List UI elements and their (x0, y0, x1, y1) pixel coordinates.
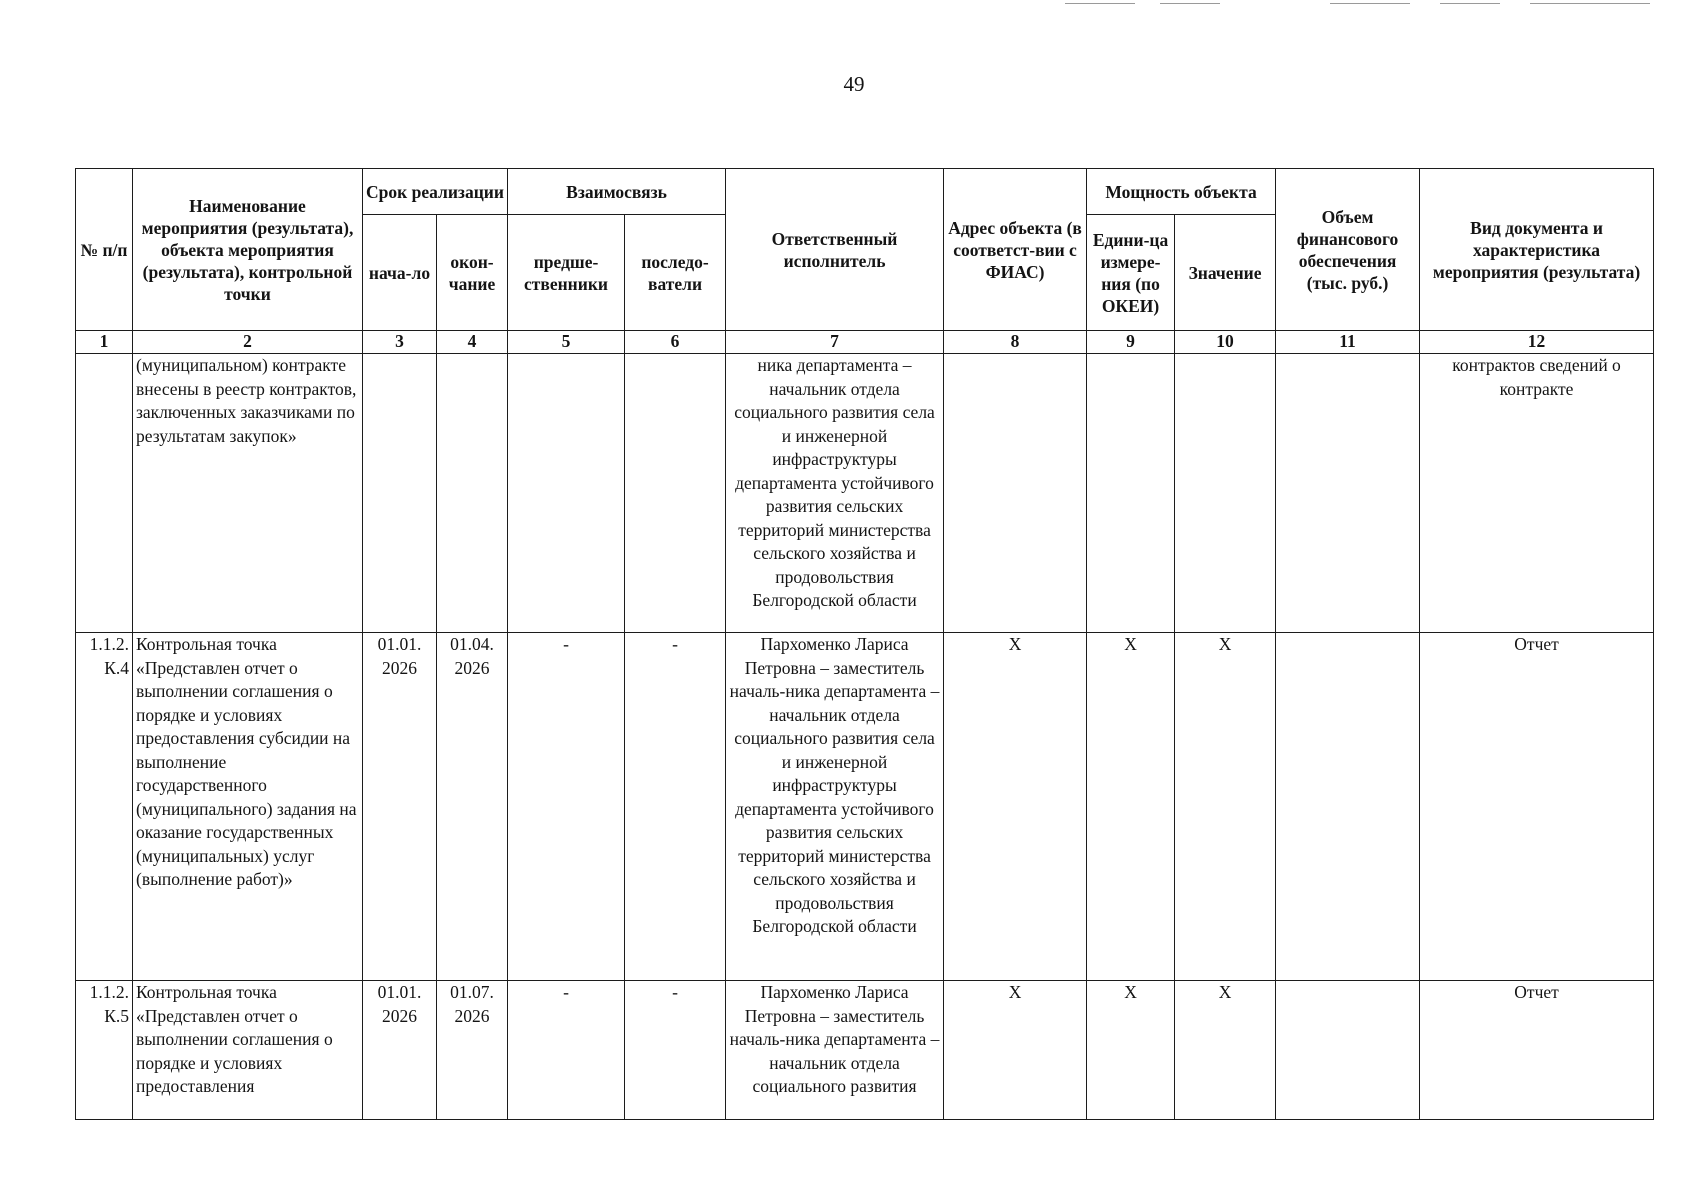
row-end: 01.04. 2026 (437, 633, 508, 981)
row-successors (625, 354, 726, 633)
header-unit: Едини-ца измере-ния (по ОКЕИ) (1087, 215, 1175, 331)
row-value: Х (1175, 981, 1276, 1120)
column-number: 9 (1087, 331, 1175, 354)
row-unit: Х (1087, 981, 1175, 1120)
column-number-row (76, 331, 1654, 354)
column-number: 7 (726, 331, 944, 354)
scan-artifact-line (1440, 3, 1500, 4)
column-number: 5 (508, 331, 625, 354)
header-number: № п/п (76, 169, 133, 331)
header-capacity: Мощность объекта (1087, 169, 1276, 215)
row-name: (муниципальном) контракте внесены в реестр контрактов, заключенных заказчиками по результатам закупок» (133, 354, 363, 633)
header-link: Взаимосвязь (508, 169, 726, 215)
table-row (76, 633, 1654, 981)
scan-artifact-line (1530, 3, 1650, 4)
table-header (76, 169, 1654, 331)
scan-artifact-line (1160, 3, 1220, 4)
row-document: Отчет (1420, 981, 1654, 1120)
row-end (437, 354, 508, 633)
column-number: 8 (944, 331, 1087, 354)
row-finance (1276, 633, 1420, 981)
header-finance: Объем финансового обеспечения (тыс. руб.) (1276, 169, 1420, 331)
row-value: Х (1175, 633, 1276, 981)
measures-table (75, 168, 1654, 1120)
column-number: 4 (437, 331, 508, 354)
table-row (76, 981, 1654, 1120)
row-number (76, 354, 133, 633)
header-value: Значение (1175, 215, 1276, 331)
column-number: 1 (76, 331, 133, 354)
row-name: Контрольная точка «Представлен отчет о выполнении соглашения о порядке и условиях предоставления (133, 981, 363, 1120)
row-address: Х (944, 633, 1087, 981)
row-address: Х (944, 981, 1087, 1120)
page-number: 49 (843, 72, 865, 96)
row-predecessors: - (508, 981, 625, 1120)
row-responsible: Пархоменко Лариса Петровна – заместитель началь-ника департамента – начальник отдела социального развития села и инженерной инфраструктуры департамента устойчивого развития сельских территорий министерства сельского хозяйства и продовольствия Белгородской области (726, 633, 944, 981)
header-name: Наименование мероприятия (результата), объекта мероприятия (результата), контрольной точки (133, 169, 363, 331)
scan-artifact-line (1065, 3, 1135, 4)
row-document: Отчет (1420, 633, 1654, 981)
row-successors: - (625, 981, 726, 1120)
row-start (363, 354, 437, 633)
header-document: Вид документа и характеристика мероприятия (результата) (1420, 169, 1654, 331)
row-number: 1.1.2. К.4 (76, 633, 133, 981)
row-responsible: Пархоменко Лариса Петровна – заместитель началь-ника департамента – начальник отдела социального развития (726, 981, 944, 1120)
column-number: 6 (625, 331, 726, 354)
column-number: 2 (133, 331, 363, 354)
column-number: 12 (1420, 331, 1654, 354)
header-address: Адрес объекта (в соответст-вии с ФИАС) (944, 169, 1087, 331)
table-row (76, 354, 1654, 633)
row-responsible: ника департамента – начальник отдела социального развития села и инженерной инфраструктуры департамента устойчивого развития сельских территорий министерства сельского хозяйства и продовольствия Белгородской области (726, 354, 944, 633)
header-end: окон-чание (437, 215, 508, 331)
row-end: 01.07. 2026 (437, 981, 508, 1120)
scan-artifact-line (1330, 3, 1410, 4)
row-predecessors: - (508, 633, 625, 981)
row-start: 01.01. 2026 (363, 981, 437, 1120)
row-document: контрактов сведений о контракте (1420, 354, 1654, 633)
header-period: Срок реализации (363, 169, 508, 215)
column-number: 10 (1175, 331, 1276, 354)
row-start: 01.01. 2026 (363, 633, 437, 981)
row-number: 1.1.2. К.5 (76, 981, 133, 1120)
row-unit (1087, 354, 1175, 633)
header-successors: последо-ватели (625, 215, 726, 331)
column-number: 3 (363, 331, 437, 354)
row-unit: Х (1087, 633, 1175, 981)
row-predecessors (508, 354, 625, 633)
row-finance (1276, 981, 1420, 1120)
row-value (1175, 354, 1276, 633)
header-start: нача-ло (363, 215, 437, 331)
header-predecessors: предше-ственники (508, 215, 625, 331)
column-number: 11 (1276, 331, 1420, 354)
row-name: Контрольная точка «Представлен отчет о выполнении соглашения о порядке и условиях предоставления субсидии на выполнение государственного (муниципального) задания на оказание государственных (муниципальных) услуг (выполнение работ)» (133, 633, 363, 981)
row-address (944, 354, 1087, 633)
row-successors: - (625, 633, 726, 981)
row-finance (1276, 354, 1420, 633)
header-responsible: Ответственный исполнитель (726, 169, 944, 331)
